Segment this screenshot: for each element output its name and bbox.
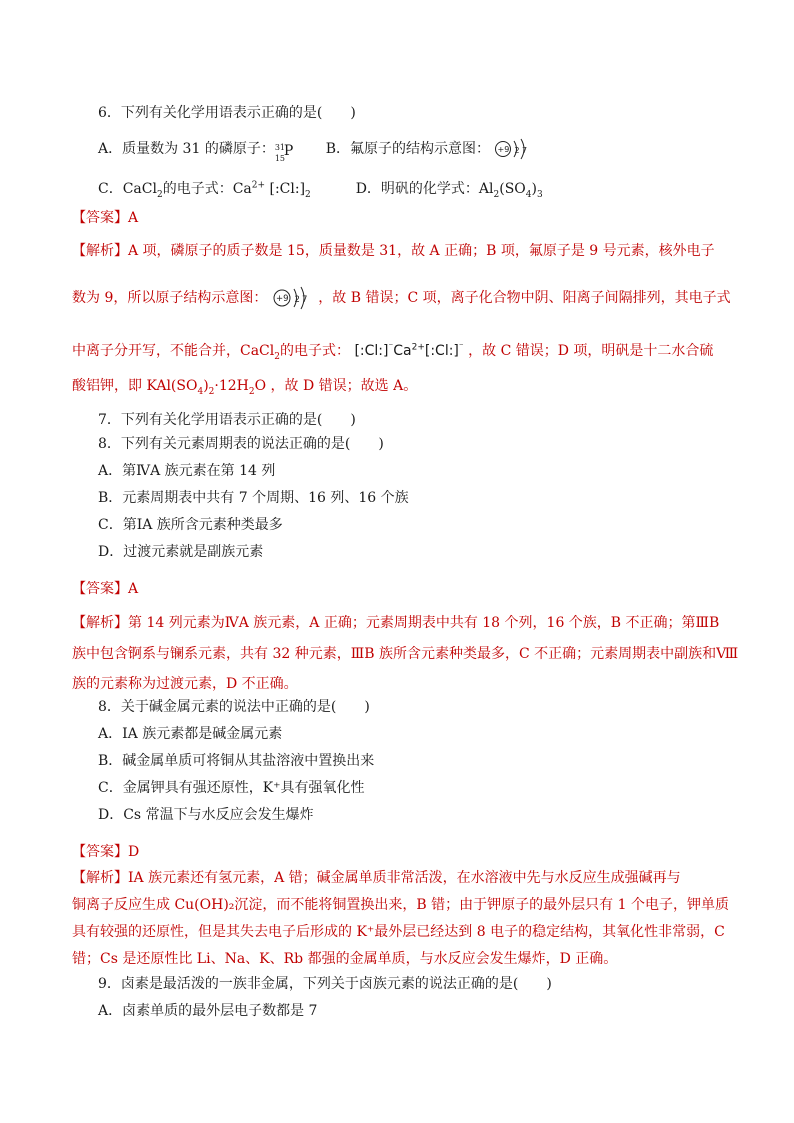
cacl2-electron-formula: $[:Cl:]^{^-}Ca^{2+}[:Cl:]^{^-}$ bbox=[354, 342, 464, 359]
q6-stem: 6．下列有关化学用语表示正确的是( ) bbox=[98, 105, 356, 121]
q6-options-ab bbox=[98, 138, 536, 163]
q6-options-cd bbox=[98, 175, 543, 204]
q8a-explanation-line-3: 族的元素称为过渡元素，D 不正确。 bbox=[72, 676, 298, 692]
q6-answer: 【答案】A bbox=[72, 210, 139, 226]
q6-explanation-line-1: 【解析】A 项，磷原子的质子数是 15，质量数是 31，故 A 正确；B 项，氟原子是 9 号元素，核外电子 bbox=[72, 243, 715, 259]
q8b-option-c: C．金属钾具有强还原性，K⁺具有强氧化性 bbox=[98, 780, 365, 796]
fluorine-atom-structure-diagram bbox=[494, 138, 536, 160]
q6-explanation-line-3: 中离子分开写，不能合并，CaCl$_2$的电子式： $[:Cl:]^{^-}Ca^{2+}[:Cl:]^{^-}$ ，故 C 错误；D 项，明矾是十二水合硫 bbox=[72, 342, 714, 362]
q7-stem: 7．下列有关化学用语表示正确的是( ) bbox=[98, 412, 356, 428]
svg-text:+9: +9 bbox=[497, 145, 510, 154]
q8b-stem: 8．关于碱金属元素的说法中正确的是( ) bbox=[98, 699, 370, 715]
q8b-explanation-line-2: 铜离子反应生成 Cu(OH)₂沉淀，而不能将铜置换出来，B 错；由于钾原子的最外层只有 1 个电子，钾单质 bbox=[72, 897, 729, 913]
q8a-option-d: D．过渡元素就是副族元素 bbox=[98, 544, 264, 560]
q8b-explanation-line-3: 具有较强的还原性，但是其失去电子后形成的 K⁺最外层已经达到 8 电子的稳定结构，其氧化性非常弱，C bbox=[72, 924, 725, 940]
q8b-option-a: A．ⅠA 族元素都是碱金属元素 bbox=[98, 726, 283, 742]
q6-option-b: B．氟原子的结构示意图： +9 2 7 bbox=[326, 141, 537, 157]
q8a-explanation-line-2: 族中包含锕系与镧系元素，共有 32 种元素，ⅢB 族所含元素种类最多，C 不正确；元素周期表中副族和Ⅷ bbox=[72, 646, 739, 662]
q8a-explanation-line-1: 【解析】第 14 列元素为ⅣA 族元素，A 正确；元素周期表中共有 18 个列，16 个族，B 不正确；第ⅢB bbox=[72, 615, 720, 631]
svg-text:7: 7 bbox=[522, 146, 528, 155]
q6-option-c: C．CaCl$_2$的电子式：$Ca^{2+}$ $[:Cl:]_2$ bbox=[98, 180, 311, 200]
q6-option-d: D．明矾的化学式：$Al_2(SO_4)_3$ bbox=[355, 180, 543, 200]
svg-text:7: 7 bbox=[301, 295, 308, 305]
q8b-option-d: D．Cs 常温下与水反应会发生爆炸 bbox=[98, 807, 314, 823]
q6-option-a: A．质量数为 31 的磷原子： 31 15 P bbox=[98, 141, 294, 163]
q8a-option-c: C．第ⅠA 族所含元素种类最多 bbox=[98, 517, 283, 533]
q8a-option-a: A．第ⅣA 族元素在第 14 列 bbox=[98, 463, 276, 479]
q8b-answer: 【答案】D bbox=[72, 844, 140, 860]
q6-explanation-line-4: 酸铝钾，即 $KAl(SO_4)_2\cdot 12H_2O$ ，故 D 错误；故选 A。 bbox=[72, 378, 418, 397]
q9-stem: 9．卤素是最活泼的一族非金属，下列关于卤族元素的说法正确的是( ) bbox=[98, 976, 552, 992]
q6-explanation-line-2: 数为 9，所以原子结构示意图： +9 2 7 ，故 B 错误；C 项，离子化合物中阴、阳离子间隔排列，其电子式 bbox=[72, 286, 722, 310]
q8a-answer: 【答案】A bbox=[72, 581, 139, 597]
phosphorus-nuclide: 31 15 P bbox=[274, 143, 294, 163]
q8b-option-b: B．碱金属单质可将铜从其盐溶液中置换出来 bbox=[98, 753, 375, 769]
fluorine-structure-diagram-explanation bbox=[272, 286, 314, 310]
svg-text:2: 2 bbox=[514, 146, 521, 155]
svg-text:+9: +9 bbox=[275, 294, 289, 304]
q8a-option-b: B．元素周期表中共有 7 个周期、16 列、16 个族 bbox=[98, 490, 409, 506]
q8a-stem: 8．下列有关元素周期表的说法正确的是( ) bbox=[98, 436, 384, 452]
q8b-explanation-line-1: 【解析】ⅠA 族元素还有氢元素，A 错；碱金属单质非常活泼，在水溶液中先与水反应生成强碱再与 bbox=[72, 870, 681, 886]
q8b-explanation-line-4: 错；Cs 是还原性比 Li、Na、K、Rb 都强的金属单质，与水反应会发生爆炸，D 正确。 bbox=[72, 951, 618, 967]
q9-option-a: A．卤素单质的最外层电子数都是 7 bbox=[98, 1003, 318, 1019]
svg-text:2: 2 bbox=[294, 295, 300, 305]
